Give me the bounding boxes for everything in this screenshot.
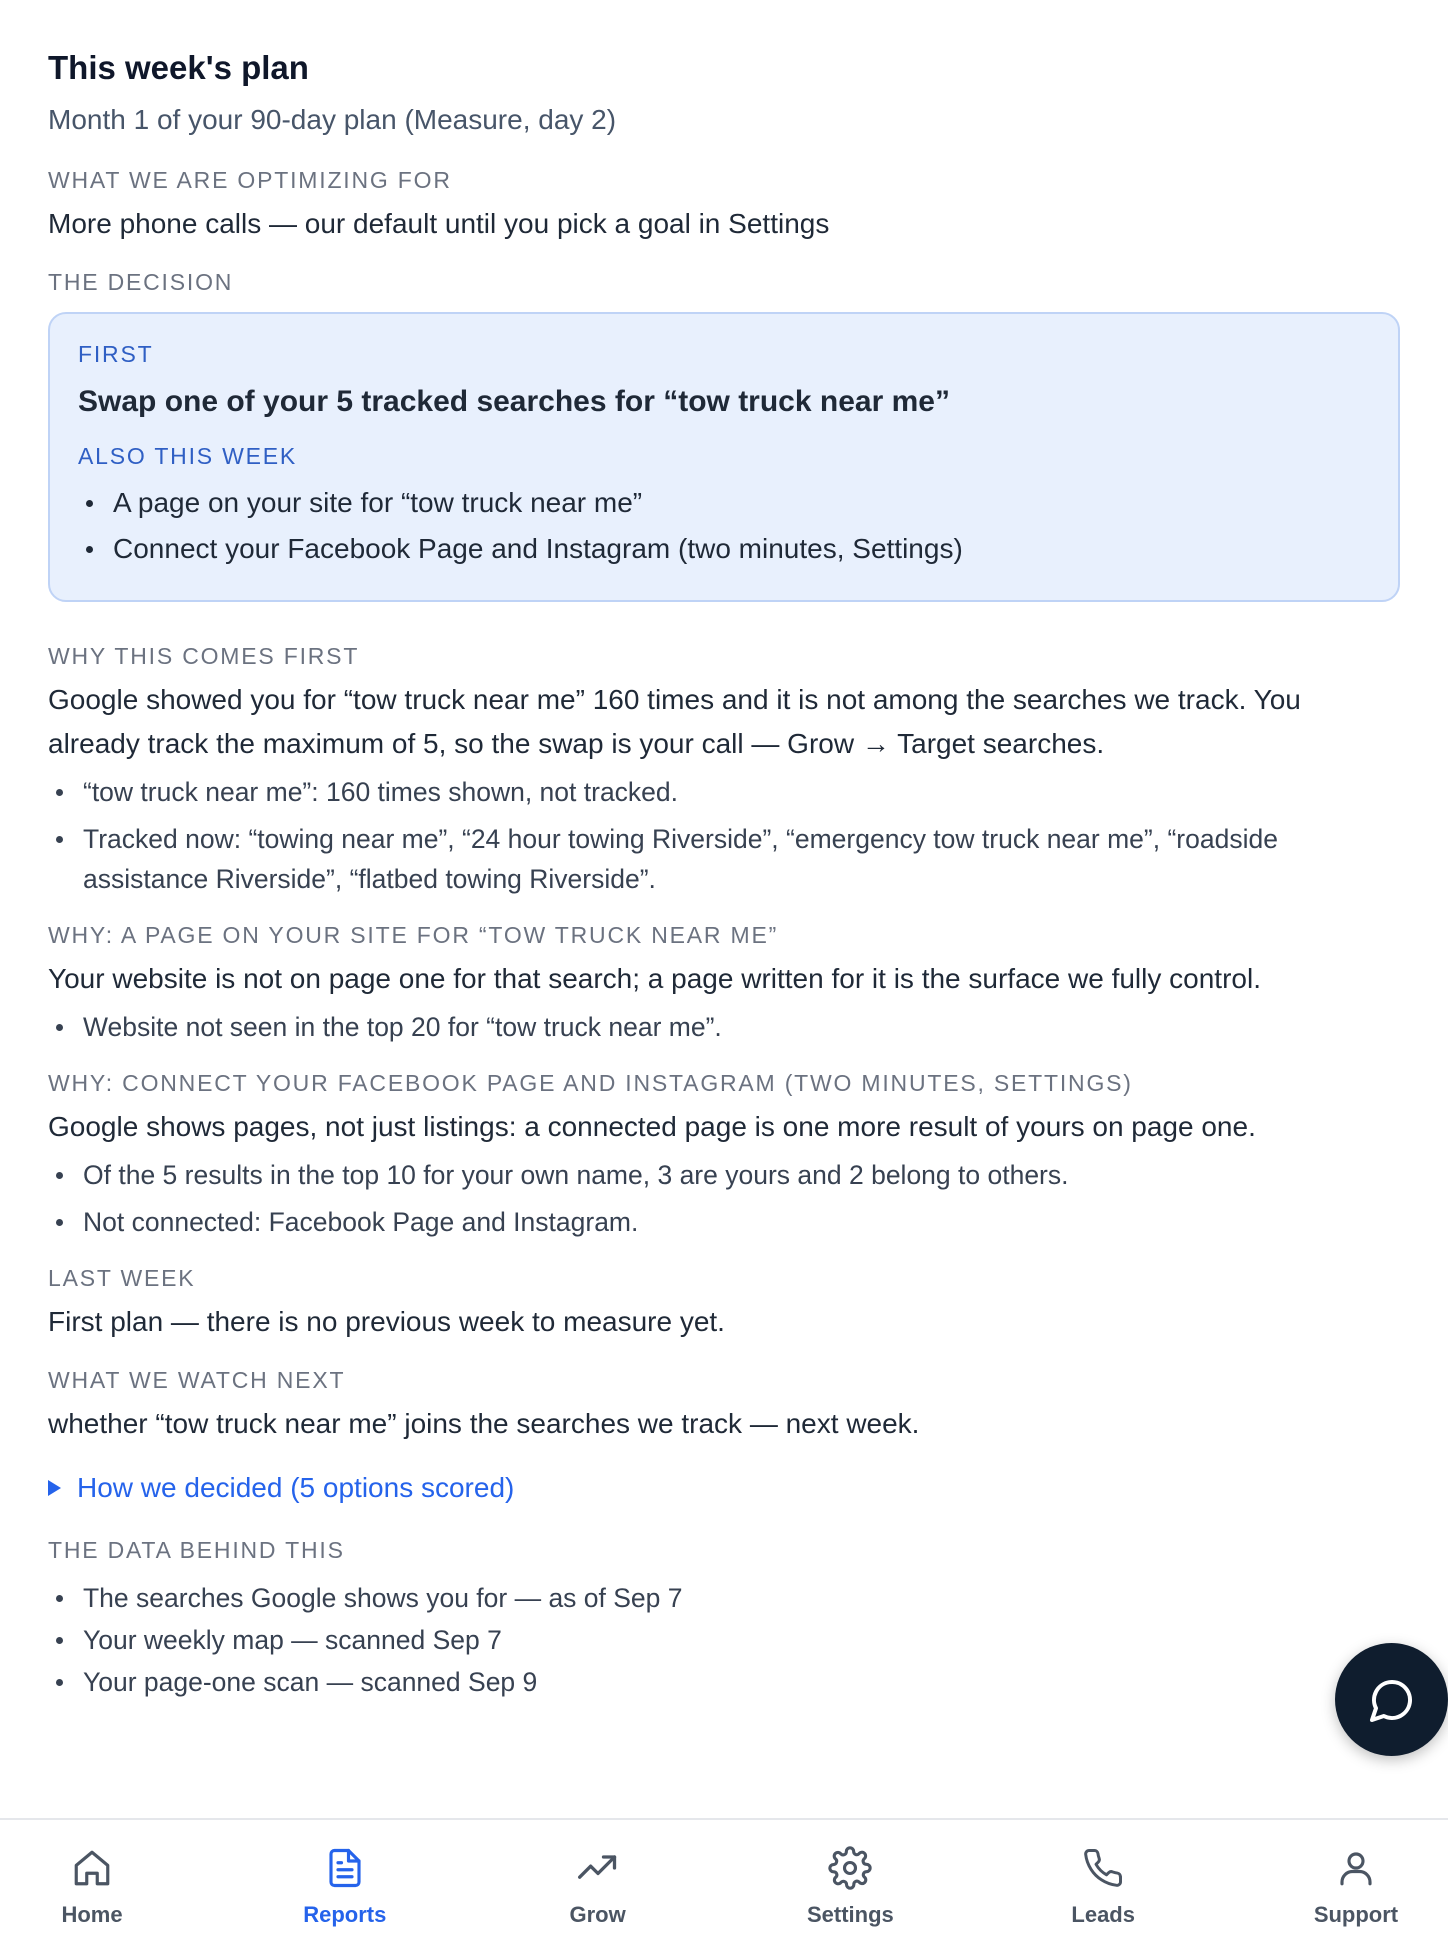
decision-card [48,312,1400,602]
list-item: Your weekly map — scanned Sep 7 [48,1620,1400,1660]
nav-item-leads[interactable] [1033,1820,1173,1942]
chat-bubble-icon [1368,1676,1416,1724]
page-subtitle: Month 1 of your 90-day plan (Measure, day 2) [48,104,617,135]
page-title: This week's plan [48,49,309,86]
last-week-eyebrow: LAST WEEK [48,1265,196,1291]
why-first-text: Google showed you for “tow truck near me” 160 times and it is not among the searches we track. You already track the maximum of 5, so the swap is your call — Grow → Target searches. [48,684,1301,759]
also-this-week-label: ALSO THIS WEEK [78,443,298,469]
last-week-section [48,1264,1400,1344]
chat-button[interactable] [1335,1643,1448,1756]
decision-section [48,268,1400,602]
data-behind-list [48,1578,1400,1702]
why-first-eyebrow: WHY THIS COMES FIRST [48,643,360,669]
nav-item-support[interactable] [1286,1820,1426,1942]
nav-item-settings[interactable] [780,1820,920,1942]
optimizing-text: More phone calls — our default until you pick a goal in Settings [48,208,830,239]
how-we-decided-label: How we decided (5 options scored) [77,1472,515,1503]
why-first-bullets [48,772,1400,899]
trend-up-icon [576,1845,620,1891]
why-first-section [48,642,1400,899]
list-item: A page on your site for “tow truck near me” [78,480,1370,526]
list-item: The searches Google shows you for — as of Sep 7 [48,1578,1400,1618]
why-page-eyebrow: WHY: A PAGE ON YOUR SITE FOR “TOW TRUCK NEAR ME” [48,922,779,948]
why-connect-section [48,1069,1400,1242]
disclosure-triangle-icon [48,1480,61,1496]
optimizing-section [48,166,1400,246]
also-this-week-list [78,480,1370,572]
why-connect-bullets [48,1155,1400,1242]
decision-eyebrow: THE DECISION [48,269,234,295]
nav-label: Leads [1071,1902,1135,1927]
watch-next-text: whether “tow truck near me” joins the searches we track — next week. [48,1408,920,1439]
why-connect-eyebrow: WHY: CONNECT YOUR FACEBOOK PAGE AND INSTAGRAM (TWO MINUTES, SETTINGS) [48,1070,1133,1096]
nav-label: Support [1313,1902,1399,1927]
last-week-text: First plan — there is no previous week to measure yet. [48,1306,725,1337]
list-item: Not connected: Facebook Page and Instagram. [48,1202,1400,1242]
list-item: Of the 5 results in the top 10 for your own name, 3 are yours and 2 belong to others. [48,1155,1400,1195]
phone-icon [1082,1847,1124,1889]
nav-label: Settings [806,1902,894,1927]
why-page-bullets [48,1007,1400,1047]
gear-icon [828,1846,872,1890]
why-page-text: Your website is not on page one for that search; a page written for it is the surface we fully control. [48,963,1261,994]
nav-item-home[interactable] [22,1820,162,1942]
user-icon [1335,1847,1377,1889]
data-behind-section [48,1536,1400,1702]
first-label: FIRST [78,341,154,367]
watch-next-section [48,1366,1400,1446]
list-item: Your page-one scan — scanned Sep 9 [48,1662,1400,1702]
nav-label: Home [61,1902,123,1927]
watch-next-eyebrow: WHAT WE WATCH NEXT [48,1367,346,1393]
list-item: Tracked now: “towing near me”, “24 hour towing Riverside”, “emergency tow truck near me”, “roadside assistance Riverside”, “flatbed towing Riverside”. [48,819,1400,899]
optimizing-eyebrow: WHAT WE ARE OPTIMIZING FOR [48,167,452,193]
data-behind-eyebrow: THE DATA BEHIND THIS [48,1537,345,1563]
nav-item-reports[interactable] [275,1820,415,1942]
list-item: Website not seen in the top 20 for “tow truck near me”. [48,1007,1400,1047]
nav-item-grow[interactable] [528,1820,668,1942]
why-page-section [48,921,1400,1047]
nav-label: Reports [303,1902,387,1927]
decision-headline: Swap one of your 5 tracked searches for “tow truck near me” [78,385,950,418]
bottom-nav [0,1818,1448,1942]
home-icon [71,1847,113,1889]
list-item: “tow truck near me”: 160 times shown, not tracked. [48,772,1400,812]
why-connect-text: Google shows pages, not just listings: a connected page is one more result of yours on page one. [48,1111,1256,1142]
how-we-decided-toggle[interactable] [48,1470,1400,1506]
nav-label: Grow [569,1902,626,1927]
list-item: Connect your Facebook Page and Instagram (two minutes, Settings) [78,526,1370,572]
document-icon [324,1847,366,1889]
